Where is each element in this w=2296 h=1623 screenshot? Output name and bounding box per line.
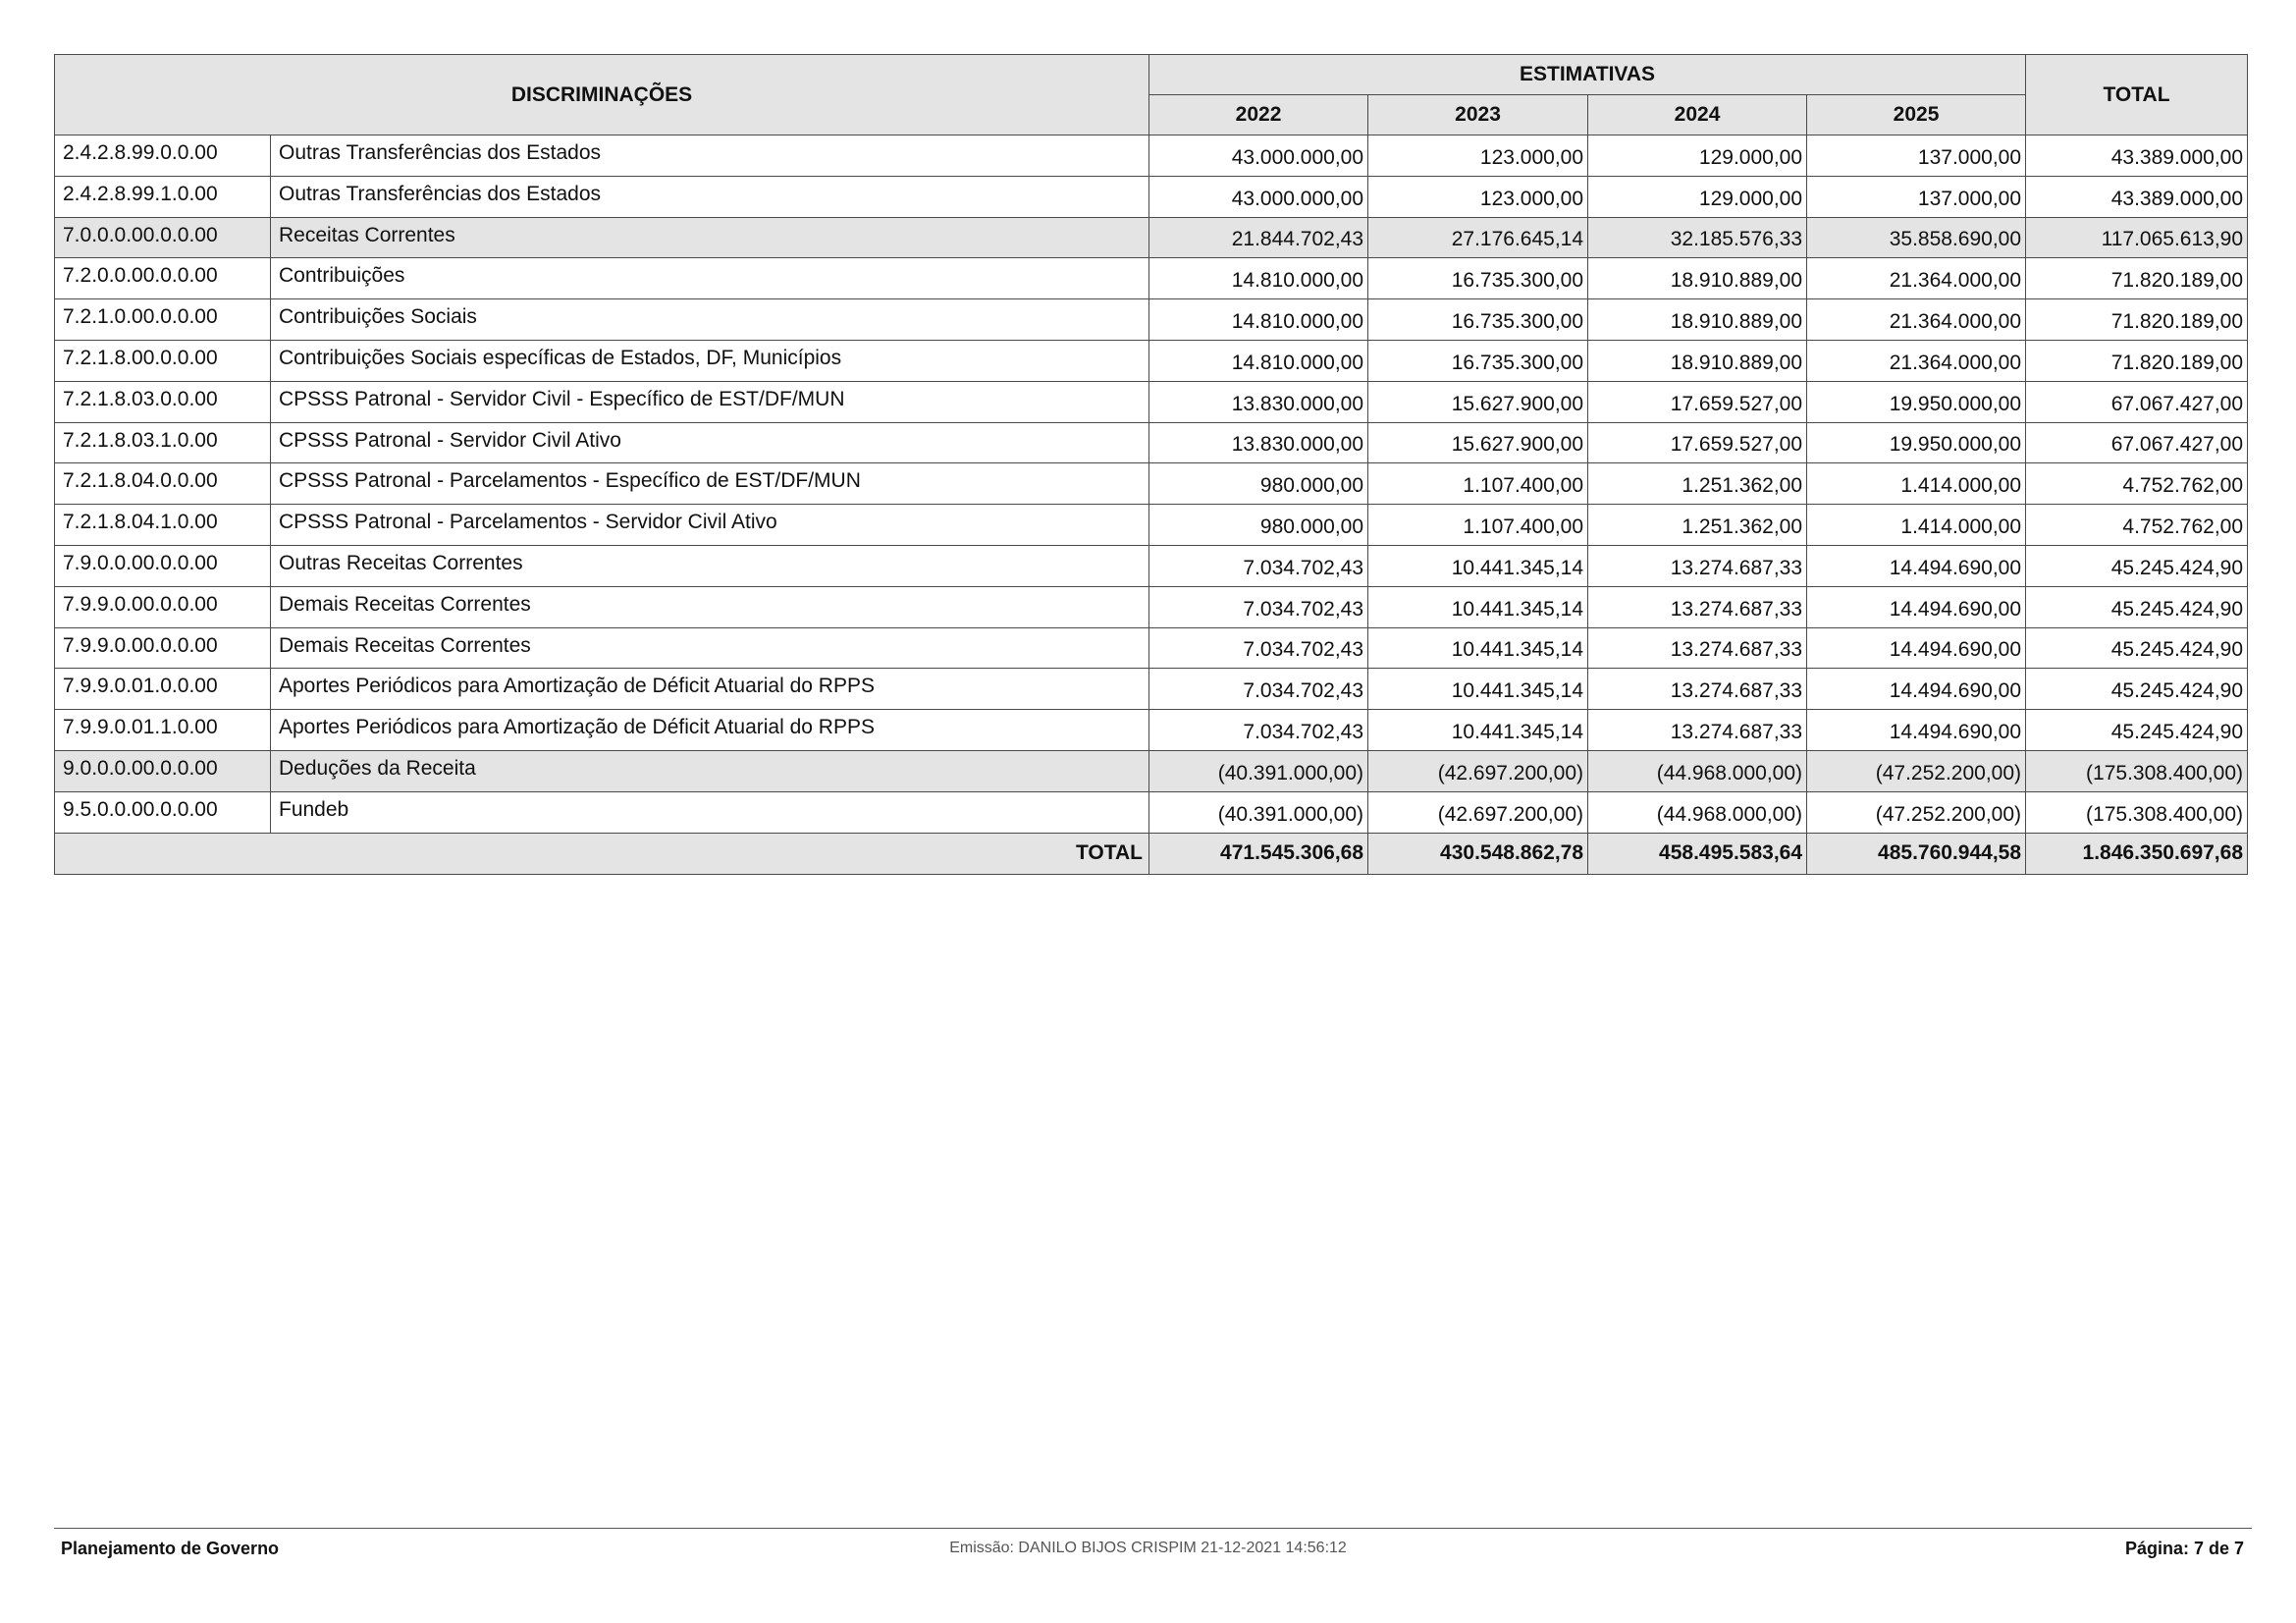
table-row — [55, 710, 2248, 751]
row-value-2022: 14.810.000,00 — [1149, 258, 1368, 299]
row-value-2025: 21.364.000,00 — [1807, 299, 2026, 341]
row-code: 7.2.0.0.00.0.0.00 — [55, 258, 271, 299]
row-value-2024: 1.251.362,00 — [1588, 505, 1807, 546]
row-description: CPSSS Patronal - Servidor Civil - Específico de EST/DF/MUN — [271, 381, 1149, 422]
row-code: 2.4.2.8.99.0.0.00 — [55, 135, 271, 177]
footer-emission-info: Emissão: DANILO BIJOS CRISPIM 21-12-2021 14:56:12 — [949, 1540, 1347, 1556]
total-row — [55, 833, 2248, 874]
table-row — [55, 669, 2248, 710]
row-code: 7.0.0.0.00.0.0.00 — [55, 217, 271, 258]
row-value-2022: 7.034.702,43 — [1149, 627, 1368, 669]
row-value-total: 45.245.424,90 — [2026, 710, 2248, 751]
table-row — [55, 299, 2248, 341]
row-value-2023: 10.441.345,14 — [1368, 669, 1588, 710]
row-description: Fundeb — [271, 791, 1149, 833]
row-code: 9.5.0.0.00.0.0.00 — [55, 791, 271, 833]
total-2023: 430.548.862,78 — [1368, 833, 1588, 874]
row-value-2024: 13.274.687,33 — [1588, 710, 1807, 751]
row-value-2024: 13.274.687,33 — [1588, 586, 1807, 627]
row-code: 7.2.1.8.04.0.0.00 — [55, 463, 271, 505]
table-row — [55, 422, 2248, 463]
table-row — [55, 381, 2248, 422]
row-description: Outras Transferências dos Estados — [271, 176, 1149, 217]
row-value-2022: 7.034.702,43 — [1149, 669, 1368, 710]
row-value-2023: 123.000,00 — [1368, 176, 1588, 217]
table-row — [55, 505, 2248, 546]
header-year-2024: 2024 — [1588, 95, 1807, 135]
table-row — [55, 586, 2248, 627]
row-value-total: 71.820.189,00 — [2026, 258, 2248, 299]
row-value-total: 45.245.424,90 — [2026, 545, 2248, 586]
table-row — [55, 217, 2248, 258]
row-description: CPSSS Patronal - Parcelamentos - Específico de EST/DF/MUN — [271, 463, 1149, 505]
row-value-total: 71.820.189,00 — [2026, 299, 2248, 341]
footer-page-number: Página: 7 de 7 — [2124, 1539, 2244, 1558]
row-value-2024: 17.659.527,00 — [1588, 381, 1807, 422]
row-value-total: 43.389.000,00 — [2026, 135, 2248, 177]
table-row — [55, 135, 2248, 177]
row-value-2024: 18.910.889,00 — [1588, 340, 1807, 381]
row-description: CPSSS Patronal - Servidor Civil Ativo — [271, 422, 1149, 463]
row-value-2024: 13.274.687,33 — [1588, 627, 1807, 669]
row-value-2023: 10.441.345,14 — [1368, 545, 1588, 586]
total-grand: 1.846.350.697,68 — [2026, 833, 2248, 874]
row-value-2023: 27.176.645,14 — [1368, 217, 1588, 258]
row-value-2023: (42.697.200,00) — [1368, 750, 1588, 791]
row-value-2022: 14.810.000,00 — [1149, 340, 1368, 381]
row-value-2024: (44.968.000,00) — [1588, 750, 1807, 791]
row-value-total: 71.820.189,00 — [2026, 340, 2248, 381]
table-row — [55, 627, 2248, 669]
row-code: 7.9.9.0.00.0.0.00 — [55, 586, 271, 627]
row-description: Deduções da Receita — [271, 750, 1149, 791]
row-description: Contribuições Sociais — [271, 299, 1149, 341]
table-body — [55, 135, 2248, 834]
row-value-2025: 19.950.000,00 — [1807, 422, 2026, 463]
row-description: Contribuições — [271, 258, 1149, 299]
row-code: 7.2.1.0.00.0.0.00 — [55, 299, 271, 341]
row-value-2024: 129.000,00 — [1588, 135, 1807, 177]
header-estimativas: ESTIMATIVAS — [1149, 55, 2026, 95]
row-value-2022: 980.000,00 — [1149, 505, 1368, 546]
row-value-2023: 123.000,00 — [1368, 135, 1588, 177]
row-value-total: (175.308.400,00) — [2026, 791, 2248, 833]
row-code: 7.2.1.8.00.0.0.00 — [55, 340, 271, 381]
row-value-2022: 21.844.702,43 — [1149, 217, 1368, 258]
row-value-2025: 1.414.000,00 — [1807, 505, 2026, 546]
row-value-2025: 21.364.000,00 — [1807, 340, 2026, 381]
estimativas-table — [54, 54, 2248, 875]
row-description: Aportes Periódicos para Amortização de Déficit Atuarial do RPPS — [271, 710, 1149, 751]
row-value-total: 4.752.762,00 — [2026, 505, 2248, 546]
header-year-2022: 2022 — [1149, 95, 1368, 135]
row-value-2025: 35.858.690,00 — [1807, 217, 2026, 258]
row-value-2023: 16.735.300,00 — [1368, 340, 1588, 381]
row-value-total: 4.752.762,00 — [2026, 463, 2248, 505]
row-value-2024: 13.274.687,33 — [1588, 545, 1807, 586]
row-value-2024: 18.910.889,00 — [1588, 299, 1807, 341]
total-label: TOTAL — [55, 833, 1149, 874]
table-row — [55, 545, 2248, 586]
row-value-2024: 13.274.687,33 — [1588, 669, 1807, 710]
row-value-2025: 14.494.690,00 — [1807, 545, 2026, 586]
header-discriminacoes: DISCRIMINAÇÕES — [55, 55, 1149, 135]
row-description: Aportes Periódicos para Amortização de Déficit Atuarial do RPPS — [271, 669, 1149, 710]
header-year-2025: 2025 — [1807, 95, 2026, 135]
row-code: 7.9.9.0.01.1.0.00 — [55, 710, 271, 751]
row-description: Receitas Correntes — [271, 217, 1149, 258]
row-description: Demais Receitas Correntes — [271, 586, 1149, 627]
row-value-2024: 17.659.527,00 — [1588, 422, 1807, 463]
row-value-2025: 19.950.000,00 — [1807, 381, 2026, 422]
row-value-2025: 14.494.690,00 — [1807, 710, 2026, 751]
row-value-2023: 10.441.345,14 — [1368, 710, 1588, 751]
table-row — [55, 176, 2248, 217]
row-value-2022: 7.034.702,43 — [1149, 586, 1368, 627]
row-code: 9.0.0.0.00.0.0.00 — [55, 750, 271, 791]
row-code: 7.2.1.8.04.1.0.00 — [55, 505, 271, 546]
row-value-total: 45.245.424,90 — [2026, 586, 2248, 627]
table-row — [55, 750, 2248, 791]
row-value-2023: 16.735.300,00 — [1368, 299, 1588, 341]
row-value-2024: (44.968.000,00) — [1588, 791, 1807, 833]
row-value-2025: 137.000,00 — [1807, 135, 2026, 177]
row-value-2025: 21.364.000,00 — [1807, 258, 2026, 299]
row-value-2022: 43.000.000,00 — [1149, 135, 1368, 177]
footer-divider — [54, 1528, 2252, 1529]
row-value-2023: 1.107.400,00 — [1368, 505, 1588, 546]
row-value-2025: 1.414.000,00 — [1807, 463, 2026, 505]
row-value-2025: 14.494.690,00 — [1807, 669, 2026, 710]
row-value-2022: 13.830.000,00 — [1149, 422, 1368, 463]
row-code: 7.2.1.8.03.0.0.00 — [55, 381, 271, 422]
row-value-2025: (47.252.200,00) — [1807, 791, 2026, 833]
header-year-2023: 2023 — [1368, 95, 1588, 135]
total-2024: 458.495.583,64 — [1588, 833, 1807, 874]
row-value-total: 117.065.613,90 — [2026, 217, 2248, 258]
row-value-2024: 18.910.889,00 — [1588, 258, 1807, 299]
row-value-total: 43.389.000,00 — [2026, 176, 2248, 217]
total-2022: 471.545.306,68 — [1149, 833, 1368, 874]
total-2025: 485.760.944,58 — [1807, 833, 2026, 874]
row-code: 7.9.0.0.00.0.0.00 — [55, 545, 271, 586]
footer-org-name: Planejamento de Governo — [61, 1539, 280, 1558]
row-value-2022: 7.034.702,43 — [1149, 710, 1368, 751]
row-value-2023: 15.627.900,00 — [1368, 381, 1588, 422]
row-value-2023: (42.697.200,00) — [1368, 791, 1588, 833]
row-value-2022: 43.000.000,00 — [1149, 176, 1368, 217]
row-value-2023: 16.735.300,00 — [1368, 258, 1588, 299]
row-value-2023: 1.107.400,00 — [1368, 463, 1588, 505]
row-value-2022: 13.830.000,00 — [1149, 381, 1368, 422]
row-value-2025: 14.494.690,00 — [1807, 586, 2026, 627]
table-row — [55, 463, 2248, 505]
row-description: Demais Receitas Correntes — [271, 627, 1149, 669]
row-value-2025: (47.252.200,00) — [1807, 750, 2026, 791]
table-row — [55, 340, 2248, 381]
row-value-2024: 32.185.576,33 — [1588, 217, 1807, 258]
row-description: Outras Receitas Correntes — [271, 545, 1149, 586]
row-value-2022: (40.391.000,00) — [1149, 791, 1368, 833]
row-value-2025: 137.000,00 — [1807, 176, 2026, 217]
row-code: 7.9.9.0.00.0.0.00 — [55, 627, 271, 669]
row-value-total: 45.245.424,90 — [2026, 627, 2248, 669]
row-description: Contribuições Sociais específicas de Estados, DF, Municípios — [271, 340, 1149, 381]
row-code: 7.2.1.8.03.1.0.00 — [55, 422, 271, 463]
table-row — [55, 258, 2248, 299]
row-value-2023: 10.441.345,14 — [1368, 586, 1588, 627]
row-value-2024: 129.000,00 — [1588, 176, 1807, 217]
header-total: TOTAL — [2026, 55, 2248, 135]
row-value-2022: 980.000,00 — [1149, 463, 1368, 505]
row-description: CPSSS Patronal - Parcelamentos - Servidor Civil Ativo — [271, 505, 1149, 546]
row-value-total: (175.308.400,00) — [2026, 750, 2248, 791]
row-value-2023: 15.627.900,00 — [1368, 422, 1588, 463]
row-value-total: 67.067.427,00 — [2026, 422, 2248, 463]
row-value-total: 67.067.427,00 — [2026, 381, 2248, 422]
table-row — [55, 791, 2248, 833]
row-value-2023: 10.441.345,14 — [1368, 627, 1588, 669]
row-value-2022: 7.034.702,43 — [1149, 545, 1368, 586]
row-value-2024: 1.251.362,00 — [1588, 463, 1807, 505]
row-description: Outras Transferências dos Estados — [271, 135, 1149, 177]
row-code: 7.9.9.0.01.0.0.00 — [55, 669, 271, 710]
row-value-2022: 14.810.000,00 — [1149, 299, 1368, 341]
row-value-total: 45.245.424,90 — [2026, 669, 2248, 710]
row-code: 2.4.2.8.99.1.0.00 — [55, 176, 271, 217]
row-value-2025: 14.494.690,00 — [1807, 627, 2026, 669]
row-value-2022: (40.391.000,00) — [1149, 750, 1368, 791]
